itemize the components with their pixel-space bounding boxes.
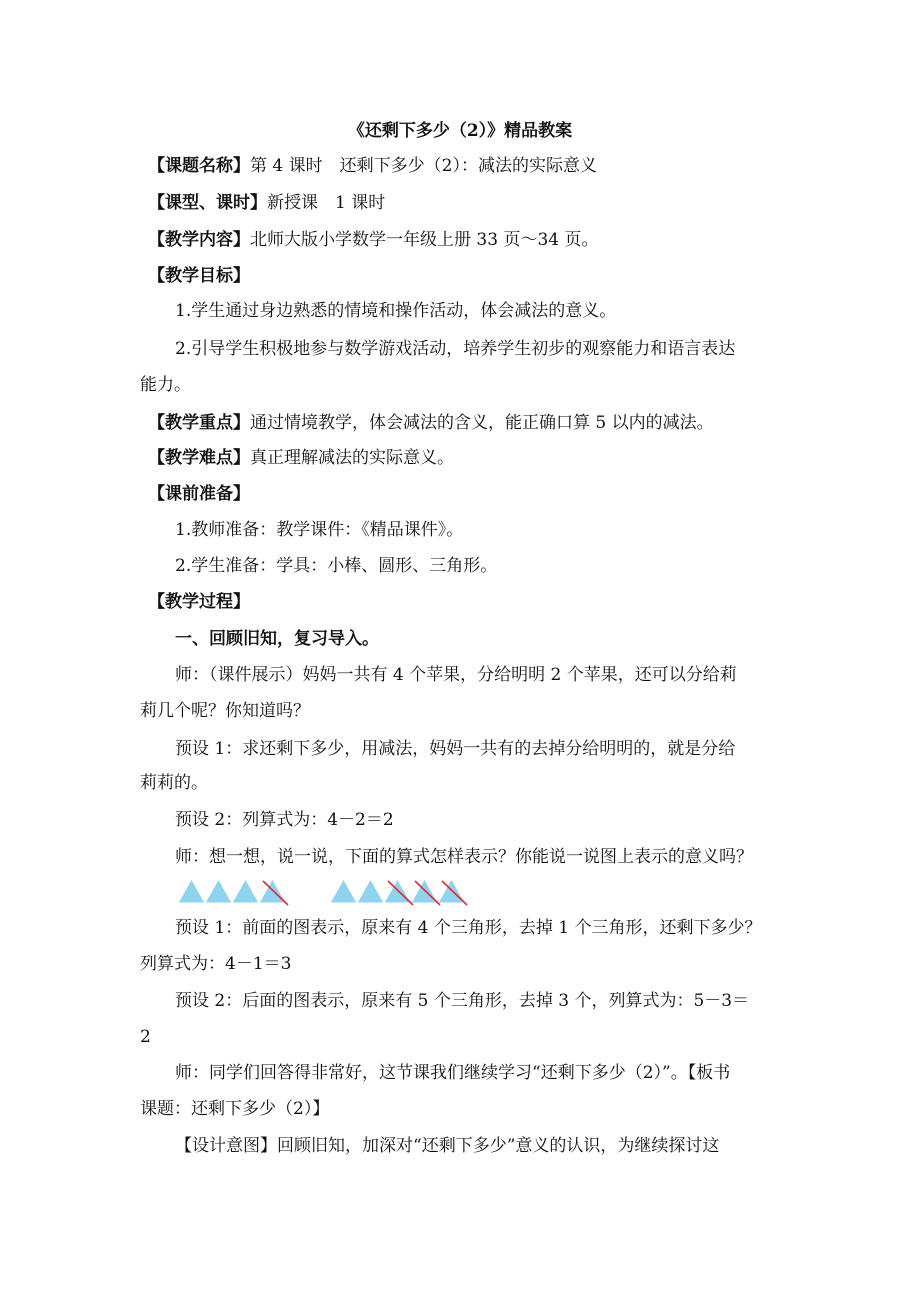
teacher-summary-cont: 课题：还剩下多少（2）】 <box>140 1099 330 1119</box>
difficulty-text: 真正理解减法的实际意义。 <box>250 448 454 468</box>
objective-2: 2.引导学生积极地参与数学游戏活动，培养学生初步的观察能力和语言表达 <box>175 339 736 359</box>
group-1-triangle-2 <box>205 879 232 903</box>
group-2-triangle-1 <box>330 879 357 903</box>
lesson-name-text: 第 4 课时 还剩下多少（2）：减法的实际意义 <box>250 156 597 176</box>
preset-1b-cont: 列算式为：4－1＝3 <box>140 954 292 974</box>
key-point-label: 【教学重点】 <box>148 413 250 433</box>
preparation-heading: 【课前准备】 <box>148 484 250 504</box>
key-point-line <box>148 411 793 435</box>
lesson-type-line <box>148 191 793 215</box>
group-2-triangle-2 <box>357 879 384 903</box>
preset-1a: 预设 1：求还剩下多少，用减法，妈妈一共有的去掉分给明明的，就是分给 <box>175 739 736 759</box>
objectives-heading: 【教学目标】 <box>148 266 250 286</box>
content-label: 【教学内容】 <box>148 230 250 250</box>
lesson-name-line <box>148 154 793 178</box>
objective-2-cont: 能力。 <box>140 375 191 395</box>
lesson-name-label: 【课题名称】 <box>148 156 250 176</box>
design-intent-text: 回顾旧知，加深对“还剩下多少”意义的认识，为继续探讨这 <box>277 1136 720 1156</box>
preset-2b-cont: 2 <box>140 1027 151 1047</box>
student-prep: 2.学生准备：学具：小棒、圆形、三角形。 <box>175 556 498 576</box>
group-1-triangle-1 <box>178 879 205 903</box>
teacher-question-2: 师：想一想，说一说，下面的算式怎样表示？你能说一说图上表示的意义吗？ <box>175 847 753 867</box>
design-intent-line <box>175 1134 795 1158</box>
preset-2a: 预设 2：列算式为：4－2＝2 <box>175 810 394 830</box>
group-1-triangle-3 <box>232 879 259 903</box>
teacher-question-1: 师：（课件展示）妈妈一共有 4 个苹果，分给明明 2 个苹果，还可以分给莉 <box>175 665 737 685</box>
triangle-figure <box>178 876 478 906</box>
key-point-text: 通过情境教学，体会减法的含义，能正确口算 5 以内的减法。 <box>250 413 714 433</box>
lesson-type-label: 【课型、课时】 <box>148 193 267 213</box>
teacher-prep: 1.教师准备：教学课件：《精品课件》。 <box>175 520 464 540</box>
teacher-summary: 师：同学们回答得非常好，这节课我们继续学习“还剩下多少（2）”。【板书 <box>175 1063 731 1083</box>
difficulty-line <box>148 446 793 470</box>
section-1-heading: 一、回顾旧知，复习导入。 <box>175 629 379 649</box>
difficulty-label: 【教学难点】 <box>148 448 250 468</box>
content-line <box>148 228 793 252</box>
teacher-question-1-cont: 莉几个呢？你知道吗？ <box>140 701 310 721</box>
document-title: 《还剩下多少（2）》精品教案 <box>347 121 573 141</box>
process-heading: 【教学过程】 <box>148 592 250 612</box>
preset-1a-cont: 莉莉的。 <box>140 773 208 793</box>
design-intent-label: 【设计意图】 <box>175 1136 277 1156</box>
preset-1b: 预设 1：前面的图表示，原来有 4 个三角形，去掉 1 个三角形，还剩下多少？ <box>175 918 762 938</box>
lesson-type-text: 新授课 1 课时 <box>267 193 386 213</box>
objective-1: 1.学生通过身边熟悉的情境和操作活动，体会减法的意义。 <box>175 301 617 321</box>
content-text: 北师大版小学数学一年级上册 33 页～34 页。 <box>250 230 599 250</box>
preset-2b: 预设 2：后面的图表示，原来有 5 个三角形，去掉 3 个，列算式为：5－3＝ <box>175 991 750 1011</box>
